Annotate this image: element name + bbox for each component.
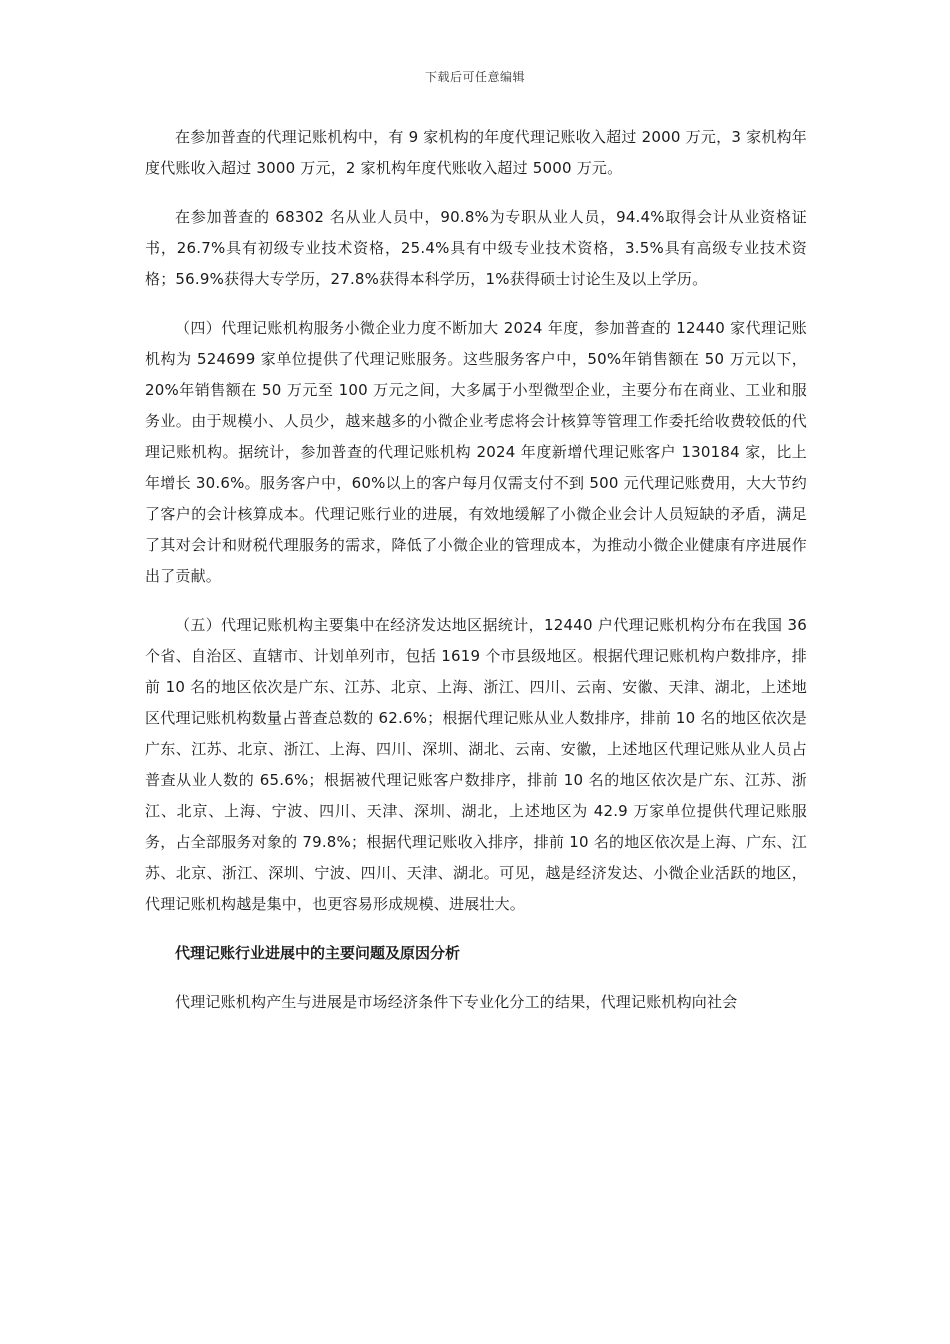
document-body bbox=[145, 122, 807, 1036]
page-header: 下载后可任意编辑 bbox=[424, 70, 525, 84]
paragraph-section-four: （四）代理记账机构服务小微企业力度不断加大 2024 年度，参加普查的 12440 家代理记账机构为 524699 家单位提供了代理记账服务。这些服务客户中，50%年销售额在 50 万元以下，20%年销售额在 50 万元至 100 万元之间，大多属于小型微型企业，主要分布在商业、工业和服务业。由于规模小、人员少，越来越多的小微企业考虑将会计核算等管理工作委托给收费较低的代理记账机构。据统计，参加普查的代理记账机构 2024 年度新增代理记账客户 130184 家，比上年增长 30.6%。服务客户中，60%以上的客户每月仅需支付不到 500 元代理记账费用，大大节约了客户的会计核算成本。代理记账行业的进展，有效地缓解了小微企业会计人员短缺的矛盾，满足了其对会计和财税代理服务的需求，降低了小微企业的管理成本，为推动小微企业健康有序进展作出了贡献。 bbox=[145, 319, 807, 585]
paragraph-revenue: 在参加普查的代理记账机构中，有 9 家机构的年度代理记账收入超过 2000 万元，3 家机构年度代账收入超过 3000 万元，2 家机构年度代账收入超过 5000 万元。 bbox=[145, 128, 807, 177]
paragraph-section-five: （五）代理记账机构主要集中在经济发达地区据统计，12440 户代理记账机构分布在我国 36 个省、自治区、直辖市、计划单列市，包括 1619 个市县级地区。根据代理记账机构户数排序，排前 10 名的地区依次是广东、江苏、北京、上海、浙江、四川、云南、安徽、天津、湖北，上述地区代理记账机构数量占普查总数的 62.6%；根据代理记账从业人数排序，排前 10 名的地区依次是广东、江苏、北京、浙江、上海、四川、深圳、湖北、云南、安徽，上述地区代理记账从业人员占普查从业人数的 65.6%；根据被代理记账客户数排序，排前 10 名的地区依次是广东、江苏、浙江、北京、上海、宁波、四川、天津、深圳、湖北，上述地区为 42.9 万家单位提供代理记账服务，占全部服务对象的 79.8%；根据代理记账收入排序，排前 10 名的地区依次是上海、广东、江苏、北京、浙江、深圳、宁波、四川、天津、湖北。可见，越是经济发达、小微企业活跃的地区，代理记账机构越是集中，也更容易形成规模、进展壮大。 bbox=[145, 616, 807, 913]
paragraph-staff: 在参加普查的 68302 名从业人员中，90.8%为专职从业人员，94.4%取得会计从业资格证书，26.7%具有初级专业技术资格，25.4%具有中级专业技术资格，3.5%具有高级专业技术资格；56.9%获得大专学历，27.8%获得本科学历，1%获得硕士讨论生及以上学历。 bbox=[145, 208, 807, 288]
paragraph-final: 代理记账机构产生与进展是市场经济条件下专业化分工的结果，代理记账机构向社会 bbox=[175, 993, 738, 1011]
section-heading: 代理记账行业进展中的主要问题及原因分析 bbox=[175, 944, 461, 962]
